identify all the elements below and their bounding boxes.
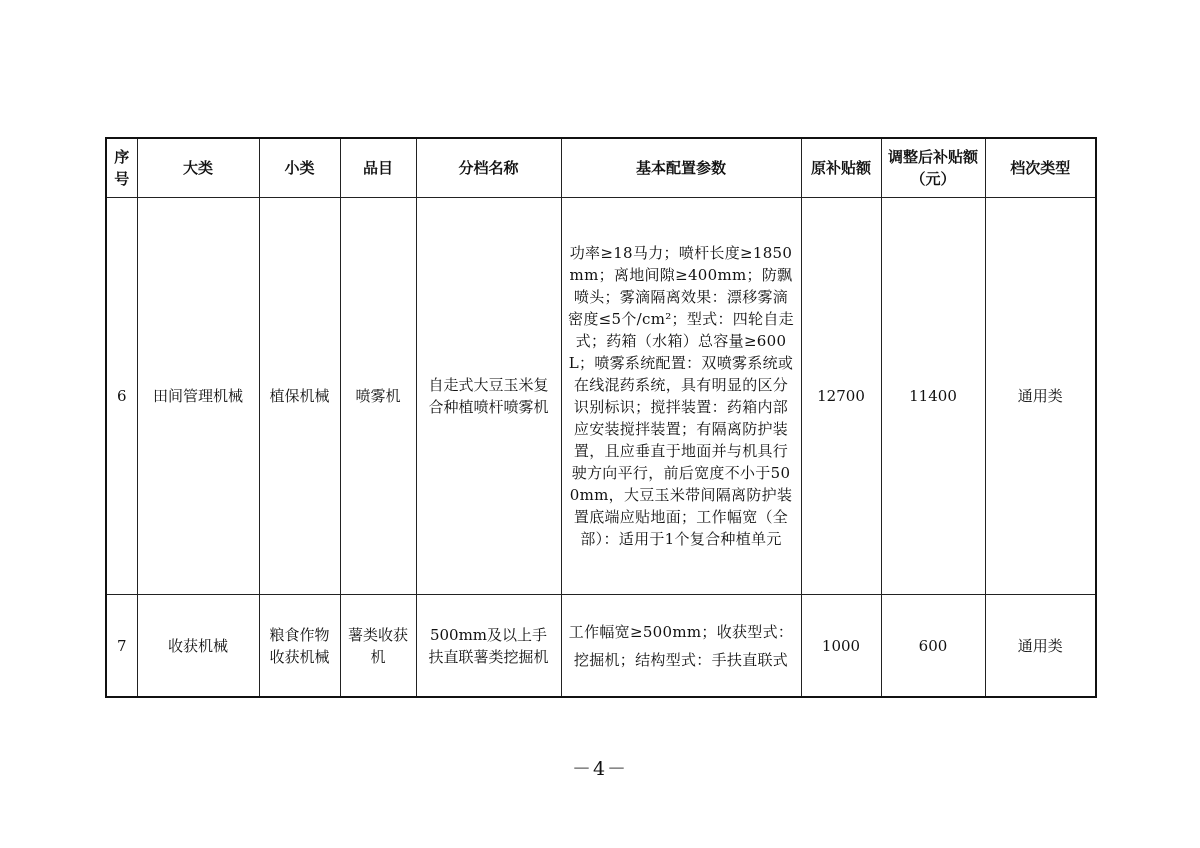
header-config: 基本配置参数 bbox=[561, 138, 801, 198]
table-row bbox=[106, 595, 1096, 698]
header-original-subsidy: 原补贴额 bbox=[801, 138, 881, 198]
cell-category: 收获机械 bbox=[137, 595, 259, 698]
header-tier-name: 分档名称 bbox=[416, 138, 561, 198]
cell-category: 田间管理机械 bbox=[137, 198, 259, 595]
cell-item: 喷雾机 bbox=[340, 198, 416, 595]
cell-tier-name: 500mm及以上手扶直联薯类挖掘机 bbox=[416, 595, 561, 698]
cell-item: 薯类收获机 bbox=[340, 595, 416, 698]
cell-subcategory: 粮食作物收获机械 bbox=[259, 595, 340, 698]
cell-subcategory: 植保机械 bbox=[259, 198, 340, 595]
page-number: －4－ bbox=[571, 758, 629, 780]
table-row bbox=[106, 198, 1096, 595]
cell-adjusted-subsidy: 11400 bbox=[881, 198, 985, 595]
cell-original-subsidy: 12700 bbox=[801, 198, 881, 595]
header-index: 序号 bbox=[106, 138, 137, 198]
header-subcategory: 小类 bbox=[259, 138, 340, 198]
header-category: 大类 bbox=[137, 138, 259, 198]
cell-config: 功率≥18马力；喷杆长度≥1850mm；离地间隙≥400mm；防飘喷头；雾滴隔离效果：漂移雾滴密度≤5个/cm²；型式：四轮自走式；药箱（水箱）总容量≥600L；喷雾系统配置：双喷雾系统或在线混药系统，具有明显的区分识别标识；搅拌装置：药箱内部应安装搅拌装置；有隔离防护装置，且应垂直于地面并与机具行驶方向平行，前后宽度不小于500mm，大豆玉米带间隔离防护装置底端应贴地面；工作幅宽（全部）：适用于1个复合种植单元 bbox=[561, 198, 801, 595]
header-item: 品目 bbox=[340, 138, 416, 198]
cell-original-subsidy: 1000 bbox=[801, 595, 881, 698]
header-adjusted-subsidy: 调整后补贴额（元） bbox=[881, 138, 985, 198]
cell-tier-type: 通用类 bbox=[985, 595, 1096, 698]
cell-tier-type: 通用类 bbox=[985, 198, 1096, 595]
cell-index: 6 bbox=[106, 198, 137, 595]
cell-config: 工作幅宽≥500mm；收获型式：挖掘机；结构型式：手扶直联式 bbox=[561, 595, 801, 698]
subsidy-table bbox=[105, 137, 1097, 698]
cell-index: 7 bbox=[106, 595, 137, 698]
cell-adjusted-subsidy: 600 bbox=[881, 595, 985, 698]
table-header-row bbox=[106, 138, 1096, 198]
header-tier-type: 档次类型 bbox=[985, 138, 1096, 198]
cell-tier-name: 自走式大豆玉米复合种植喷杆喷雾机 bbox=[416, 198, 561, 595]
